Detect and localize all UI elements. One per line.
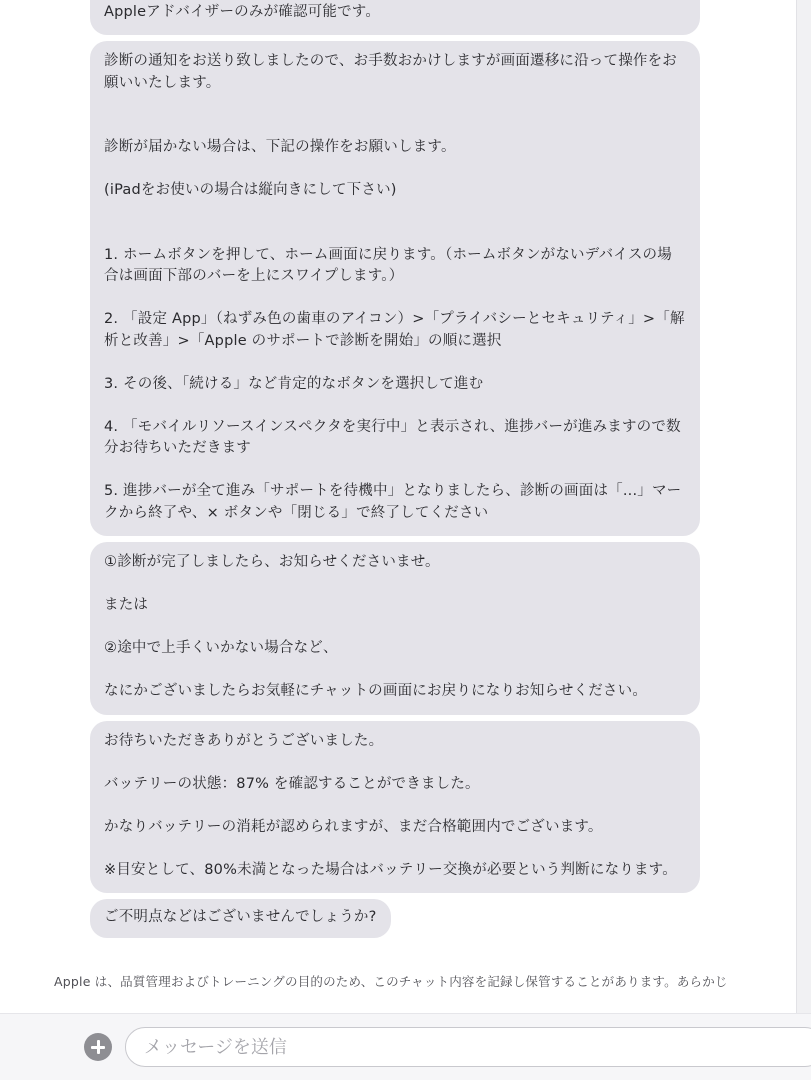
message-text: 診断の通知をお送り致しましたので、お手数おかけしますが画面遷移に沿って操作をお願いいたします。 bbox=[104, 53, 678, 91]
message-bubble bbox=[90, 721, 700, 894]
message-text: かなりバッテリーの消耗が認められますが、まだ合格範囲内でございます。 bbox=[104, 818, 603, 835]
message-text: ※目安として、80%未満となった場合はバッテリー交換が必要という判断になります。 bbox=[104, 861, 677, 878]
message-text: ご不明点などはございませんでしょうか? bbox=[104, 909, 377, 925]
message-text: 3. その後、「続ける」など肯定的なボタンを選択して進む bbox=[104, 375, 484, 392]
message-text: 4. 「モバイルリソースインスペクタを実行中」と表示され、進捗バーが進みますので数分お待ちいただきます bbox=[104, 418, 681, 456]
message-text: 1. ホームボタンを押して、ホーム画面に戻ります。（ホームボタンがないデバイスの場合は画面下部のバーを上にスワイプします。） bbox=[104, 246, 672, 284]
plus-bar-vertical bbox=[97, 1040, 100, 1054]
message-text: ②途中で上手くいかない場合など、 bbox=[104, 640, 338, 656]
message-bubble bbox=[90, 542, 700, 715]
message-text: 5. 進捗バーが全て進み「サポートを待機中」となりましたら、診断の画面は「...」マークから終了や、× ボタンや「閉じる」で終了してください bbox=[104, 483, 682, 521]
recording-notice: Apple は、品質管理およびトレーニングの目的のため、このチャット内容を記録し保管することがあります。あらかじ bbox=[54, 974, 728, 989]
message-text: または bbox=[104, 597, 149, 613]
message-text: なにかございましたらお気軽にチャットの画面にお戻りになりお知らせください。 bbox=[104, 683, 648, 699]
message-text: Appleアドバイザーのみが確認可能です。 bbox=[104, 3, 381, 20]
plus-circle-icon[interactable] bbox=[84, 1033, 112, 1061]
message-list[interactable] bbox=[90, 0, 700, 944]
message-bubble bbox=[90, 0, 700, 35]
message-text: (iPadをお使いの場合は縦向きにして下さい) bbox=[104, 182, 397, 198]
scrollbar-track[interactable] bbox=[796, 0, 811, 1080]
message-input[interactable] bbox=[125, 1027, 811, 1067]
message-bubble bbox=[90, 41, 700, 536]
message-text: 2. 「設定 App」（ねずみ色の歯車のアイコン）>「プライバシーとセキュリティ」>「解析と改善」>「Apple のサポートで診断を開始」の順に選択 bbox=[104, 311, 685, 349]
message-text: バッテリーの状態：87% を確認することができました。 bbox=[104, 775, 480, 792]
message-bubble bbox=[90, 899, 391, 938]
message-text: ①診断が完了しましたら、お知らせくださいませ。 bbox=[104, 554, 440, 570]
message-text: 診断が届かない場合は、下記の操作をお願いします。 bbox=[104, 139, 456, 155]
message-text: お待ちいただきありがとうございました。 bbox=[104, 732, 384, 749]
message-composer bbox=[0, 1013, 811, 1080]
